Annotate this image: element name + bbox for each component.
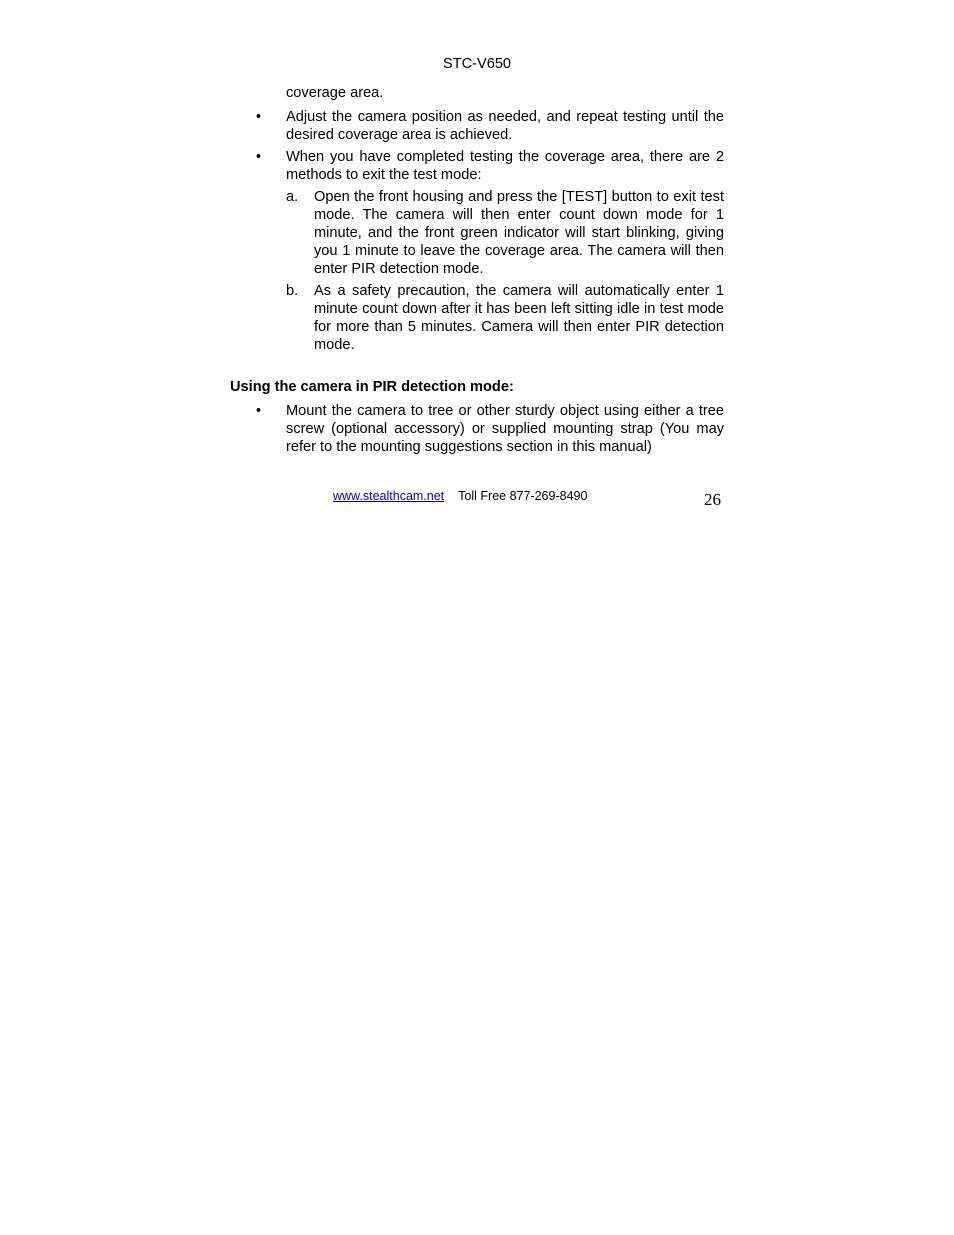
bullet-icon: • [256, 149, 262, 165]
page-header: STC-V650 [442, 56, 512, 72]
page-footer [333, 489, 587, 503]
list-item-text: When you have completed testing the coverage area, there are 2 methods to exit the test mode: [286, 149, 724, 183]
list-item [230, 402, 724, 456]
sub-list-item-text: As a safety precaution, the camera will automatically enter 1 minute count down after it has been left sitting idle in test mode for more than 5 minutes. Camera will then enter PIR detection mode. [314, 283, 724, 353]
website-link[interactable]: www.stealthcam.net [333, 489, 445, 503]
bullet-icon: • [256, 109, 262, 125]
sub-list-marker: a. [286, 189, 299, 205]
page-content [230, 84, 724, 460]
list-item-text: Mount the camera to tree or other sturdy object using either a tree screw (optional accessory) or supplied mounting strap (You may refer to the mounting suggestions section in this manual) [286, 403, 724, 455]
bullet-icon: • [256, 403, 262, 419]
list-item-text: Adjust the camera position as needed, and repeat testing until the desired coverage area is achieved. [286, 109, 724, 143]
continuation-text: coverage area. [286, 85, 384, 101]
list-item [230, 108, 724, 144]
list-item [230, 148, 724, 184]
section-heading: Using the camera in PIR detection mode: [230, 379, 514, 395]
toll-free-number: Toll Free 877-269-8490 [458, 489, 588, 503]
sub-list-marker: b. [286, 283, 299, 299]
page-number: 26 [704, 490, 721, 509]
sub-list-item [230, 188, 724, 278]
sub-list-item-text: Open the front housing and press the [TEST] button to exit test mode. The camera will then enter count down mode for 1 minute, and the front green indicator will start blinking, giving you 1 minute to leave the coverage area. The camera will then enter PIR detection mode. [314, 189, 724, 277]
sub-list-item [230, 282, 724, 354]
